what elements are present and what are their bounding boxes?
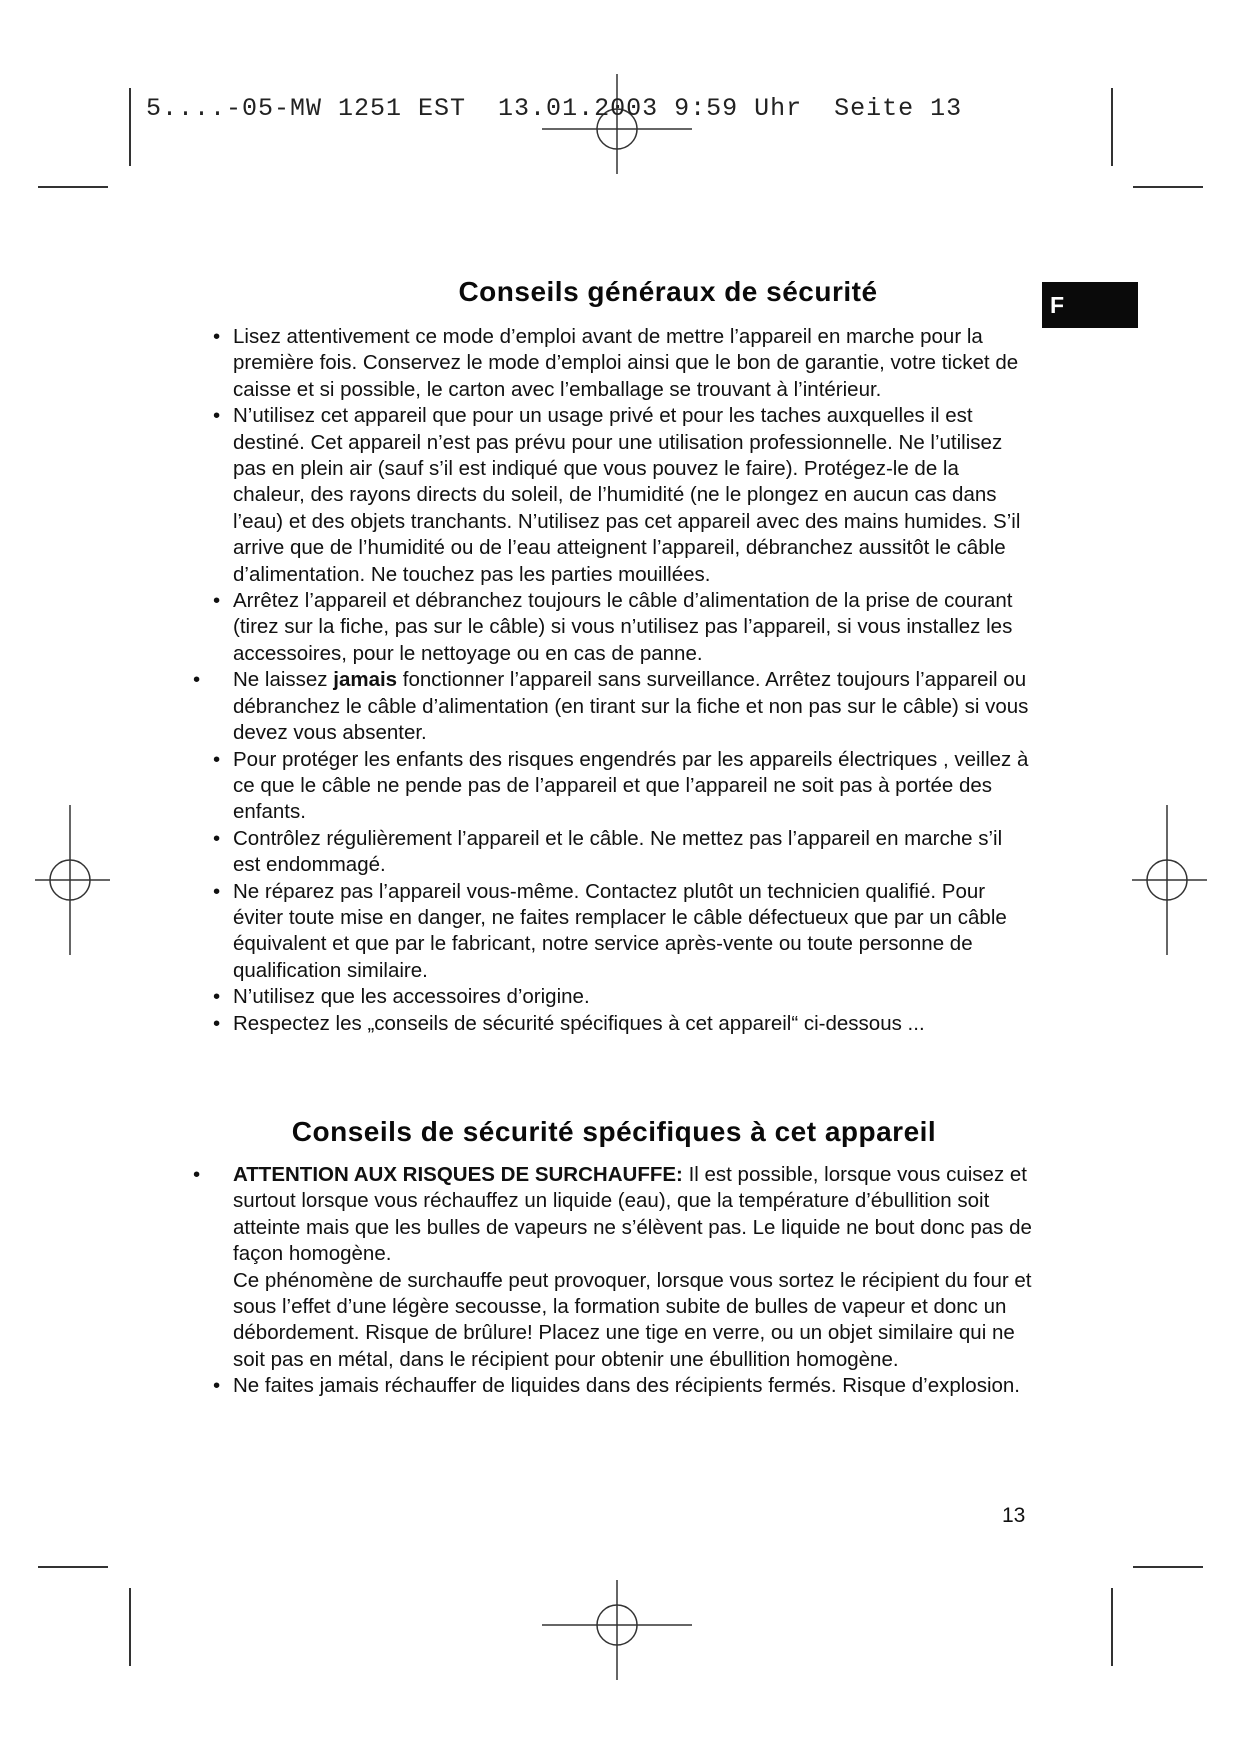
- list-item: • Lisez attentivement ce mode d’emploi avant de mettre l’appareil en marche pour la première fois. Conservez le mode d’emploi ainsi que le bon de garantie, votre ticket de caisse et si possible, le carton avec l’emballage se trouvant à l’intérieur.: [213, 325, 1019, 401]
- list-item: • Ne réparez pas l’appareil vous-même. Contactez plutôt un technicien qualifié. Pour éviter toute mise en danger, ne faites remplacer le câble défectueux que par un câble équivalent et que par le fabricant, notre service après-vente ou toute personne de qualification similaire.: [213, 879, 1007, 982]
- list-item: • N’utilisez cet appareil que pour un usage privé et pour les taches auxquelles il est destiné. Cet appareil n’est pas prévu pour une utilisation professionnelle. Ne l’utilisez pas en plein air (sauf s’il est indiqué que vous pouvez le faire). Protégez-le de la chaleur, des rayons directs du soleil, de l’humidité (ne le plongez en aucun cas dans l’eau) et des objets tranchants. N’utilisez pas cet appareil avec des mains humides. S’il arrive que de l’humidité ou de l’eau atteignent l’appareil, débranchez aussitôt le câble d’alimentation. Ne touchez pas les parties mouillées.: [213, 404, 1021, 586]
- page-number: 13: [1002, 1504, 1026, 1527]
- crop-mark: [1133, 186, 1203, 188]
- crop-mark: [1133, 1566, 1203, 1568]
- list-item: • Contrôlez régulièrement l’appareil et le câble. Ne mettez pas l’appareil en marche s’il est endommagé.: [213, 826, 1003, 877]
- list-item: • ATTENTION AUX RISQUES DE SURCHAUFFE: Il est possible, lorsque vous cuisez et surtout lorsque vous réchauffez un liquide (eau), que la température d’ébullition soit atteinte mais que les bulles de vapeurs ne s’élèvent pas. Le liquide ne bout donc pas de façon homogène. Ce phénomène de surchauffe peut provoquer, lorsque vous sortez le récipient du four et sous l’effet d’une légère secousse, la formation subite de bulles de vapeur et donc un débordement. Risque de brûlure! Placez une tige en verre, ou un objet similaire qui ne soit pas en métal, dans le récipient pour obtenir une ébullition homogène.: [193, 1163, 1032, 1371]
- list-item: • Pour protéger les enfants des risques engendrés par les appareils électriques , veillez à ce que le câble ne pende pas de l’appareil et que l’appareil ne soit pas à portée des enfants.: [213, 747, 1029, 824]
- section-title-general: Conseils généraux de sécurité: [458, 276, 878, 307]
- crop-mark: [1111, 88, 1113, 166]
- warning-heading: ATTENTION AUX RISQUES DE SURCHAUFFE:: [233, 1163, 683, 1186]
- crop-mark: [129, 1588, 131, 1666]
- registration-mark: [0, 805, 145, 955]
- registration-mark: [542, 54, 692, 204]
- general-safety-list: [193, 324, 1035, 1037]
- registration-mark: [542, 1550, 692, 1700]
- registration-mark: [1092, 805, 1241, 955]
- list-item: • Ne faites jamais réchauffer de liquides dans des récipients fermés. Risque d’explosion.: [213, 1374, 1021, 1398]
- emphasis-jamais: jamais: [333, 668, 398, 692]
- specific-safety-list: [193, 1162, 1035, 1400]
- list-item: • N’utilisez que les accessoires d’origine.: [213, 985, 590, 1009]
- crop-mark: [129, 88, 131, 166]
- language-tab: F: [1042, 282, 1138, 328]
- list-item: • Ne laissez jamais fonctionner l’appareil sans surveillance. Arrêtez toujours l’appareil ou débranchez le câble d’alimentation (en tirant sur la fiche et non pas sur le câble) si vous devez vous absenter.: [193, 668, 1029, 745]
- crop-mark: [38, 186, 108, 188]
- list-item: • Respectez les „conseils de sécurité spécifiques à cet appareil“ ci-dessous ...: [213, 1011, 925, 1035]
- list-item: • Arrêtez l’appareil et débranchez toujours le câble d’alimentation de la prise de courant (tirez sur la fiche, pas sur le câble) si vous n’utilisez pas l’appareil, si vous installez les accessoires, pour le nettoyage ou en cas de panne.: [213, 589, 1013, 665]
- crop-mark: [38, 1566, 108, 1568]
- section-title-specific: Conseils de sécurité spécifiques à cet appareil: [291, 1116, 937, 1147]
- crop-mark: [1111, 1588, 1113, 1666]
- print-slug-line: 5....-05-MW 1251 EST 13.01.2003 9:59 Uhr Seite 13: [146, 94, 963, 123]
